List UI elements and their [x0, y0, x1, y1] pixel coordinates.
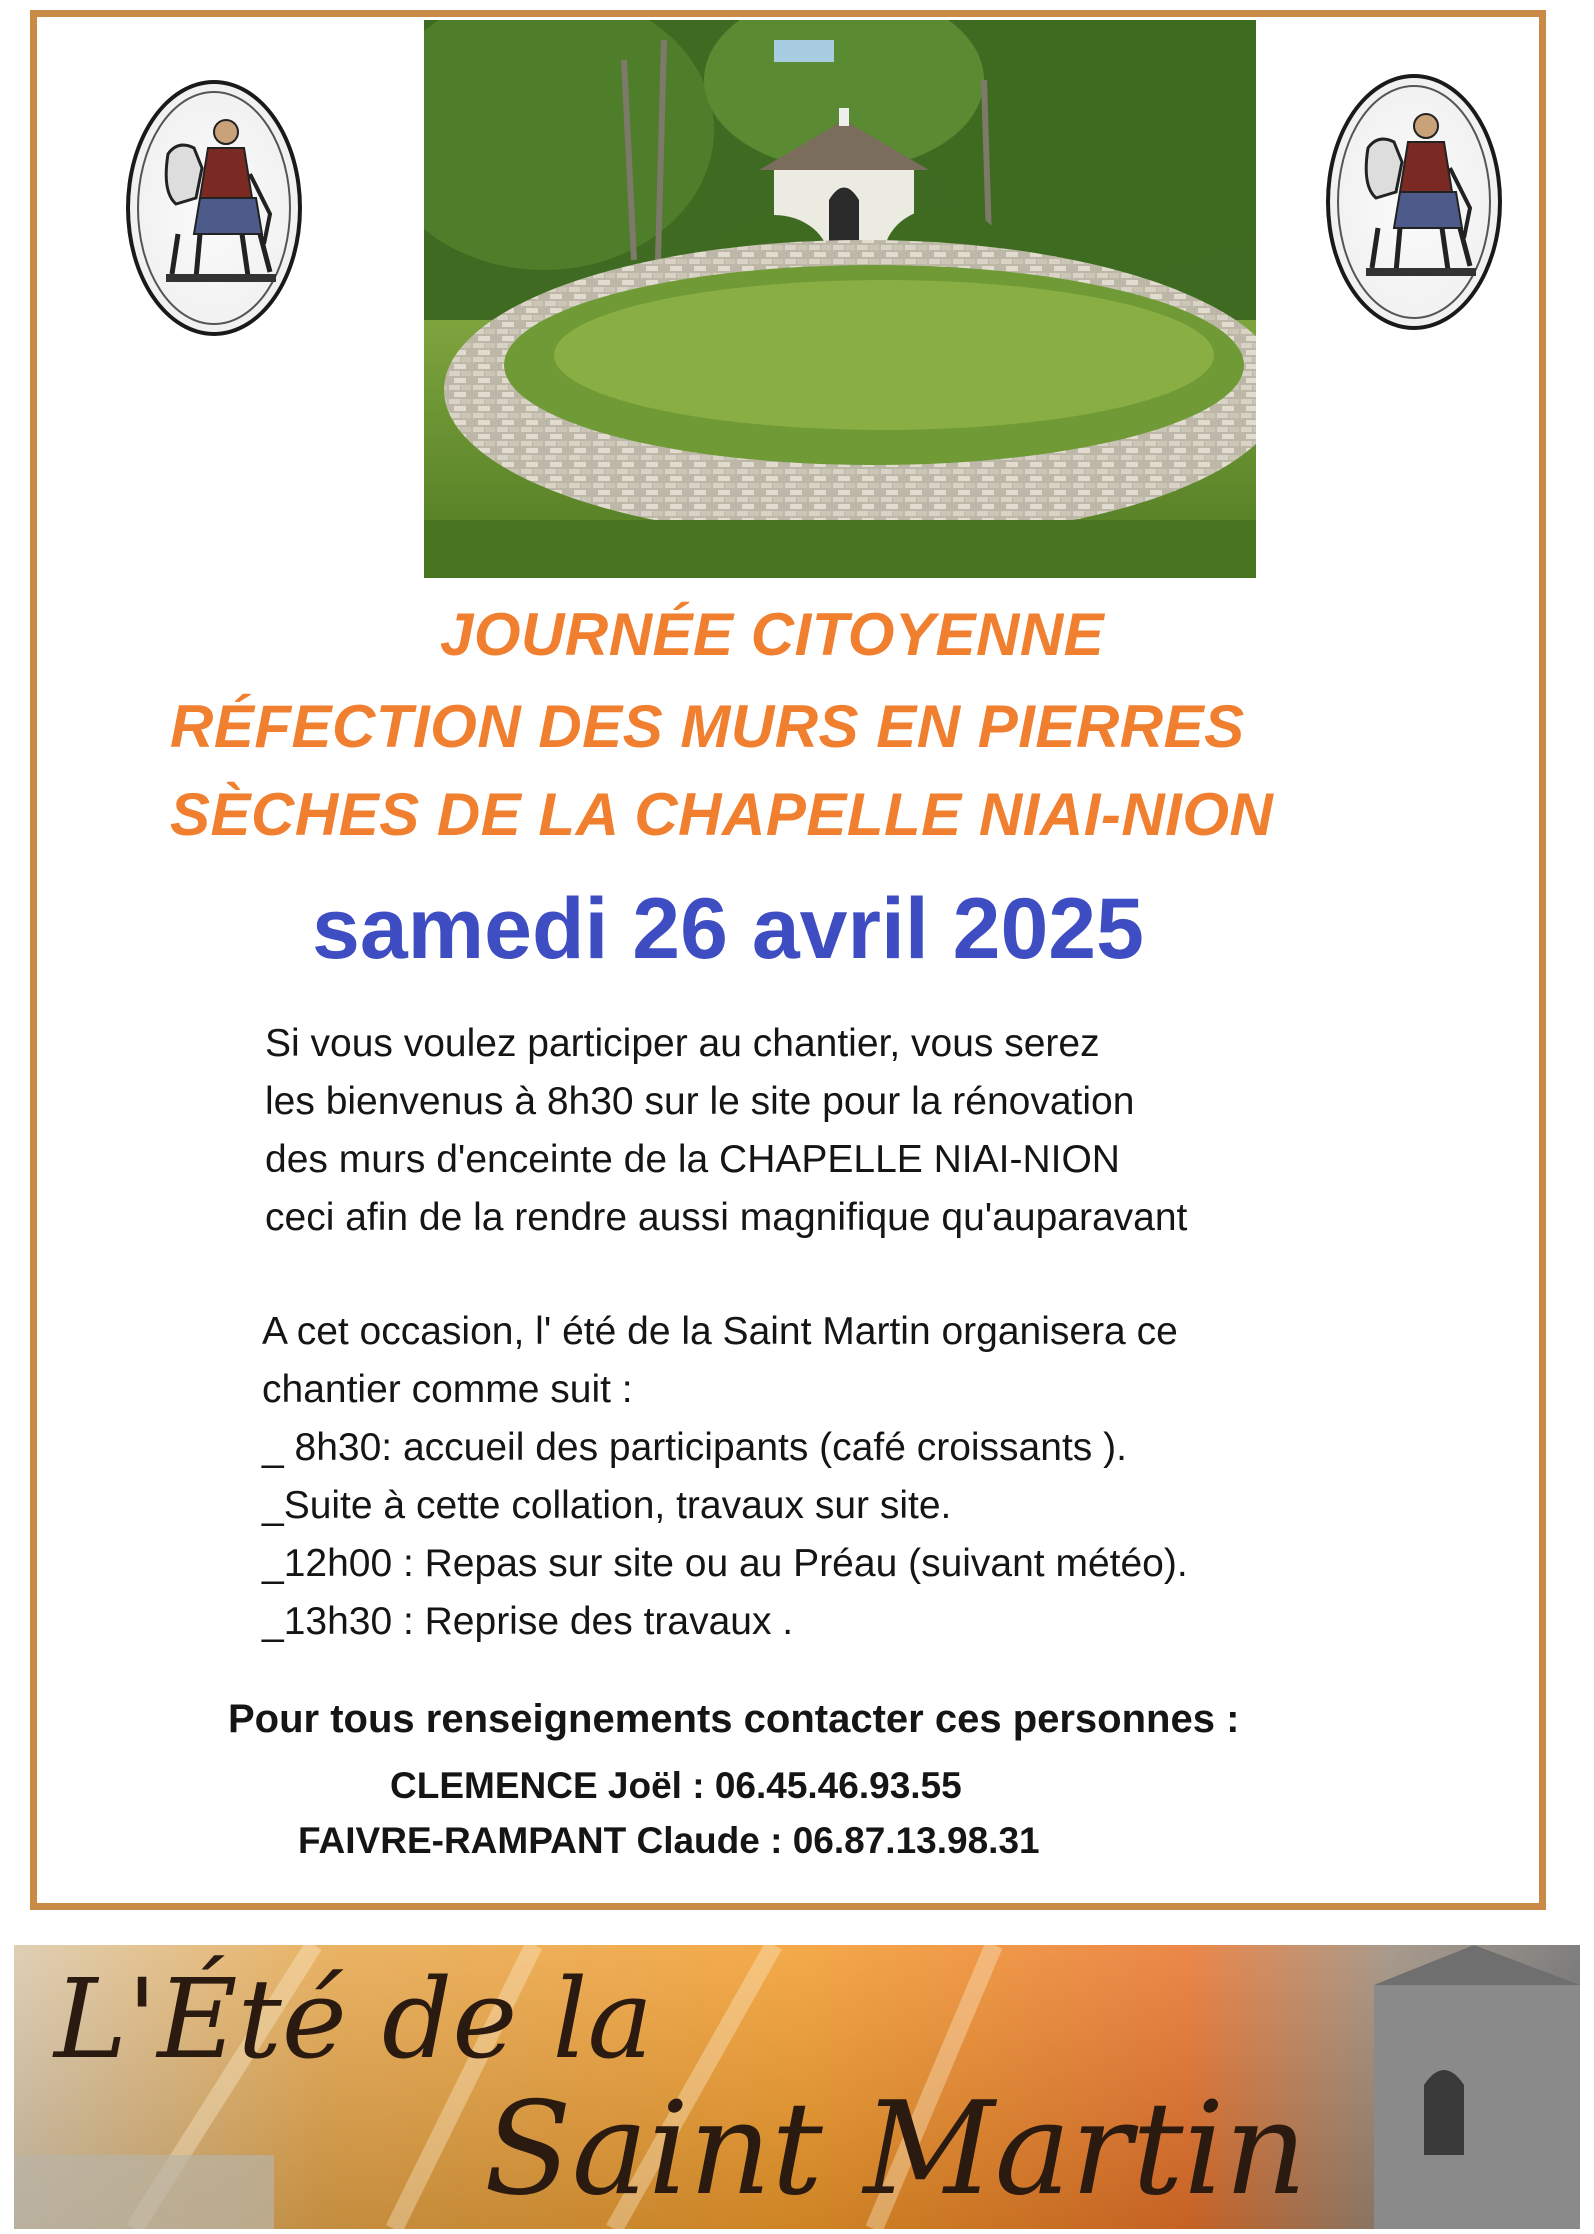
banner-line-2: Saint Martin [484, 2075, 1307, 2224]
contacts-heading: Pour tous renseignements contacter ces personnes : [228, 1697, 1240, 1741]
event-date: samedi 26 avril 2025 [312, 881, 1144, 977]
ete-saint-martin-banner [14, 1945, 1580, 2229]
knight-figure-icon [1330, 78, 1498, 326]
intro-line: ceci afin de la rendre aussi magnifique qu'auparavant [265, 1196, 1188, 1239]
contact-faivre-rampant: FAIVRE-RAMPANT Claude : 06.87.13.98.31 [298, 1820, 1040, 1861]
chapel-photo [424, 20, 1256, 578]
knight-figure-icon [130, 84, 298, 332]
program-line: _Suite à cette collation, travaux sur site. [262, 1484, 952, 1527]
title-line-1: JOURNÉE CITOYENNE [440, 601, 1105, 668]
right-medallion-emblem [1326, 74, 1502, 330]
program-line: chantier comme suit : [262, 1368, 633, 1411]
left-medallion-emblem [126, 80, 302, 336]
contact-clemence: CLEMENCE Joël : 06.45.46.93.55 [390, 1765, 962, 1806]
program-line: _13h30 : Reprise des travaux . [262, 1600, 794, 1643]
intro-line: Si vous voulez participer au chantier, vous serez [265, 1022, 1100, 1065]
intro-line: les bienvenus à 8h30 sur le site pour la rénovation [265, 1080, 1135, 1123]
banner-line-1: L'Été de la [54, 1955, 654, 2083]
program-paragraph [262, 1303, 1188, 1651]
program-line: A cet occasion, l' été de la Saint Martin organisera ce [262, 1310, 1178, 1353]
chapel-photo-illustration [424, 20, 1256, 578]
intro-line: des murs d'enceinte de la CHAPELLE NIAI-NION [265, 1138, 1120, 1181]
program-line: _12h00 : Repas sur site ou au Préau (suivant météo). [262, 1542, 1188, 1585]
program-line: _ 8h30: accueil des participants (café croissants ). [262, 1426, 1127, 1469]
title-line-2: RÉFECTION DES MURS EN PIERRES [170, 693, 1245, 760]
title-line-3: SÈCHES DE LA CHAPELLE NIAI-NION [170, 781, 1274, 848]
intro-paragraph [265, 1015, 1187, 1247]
